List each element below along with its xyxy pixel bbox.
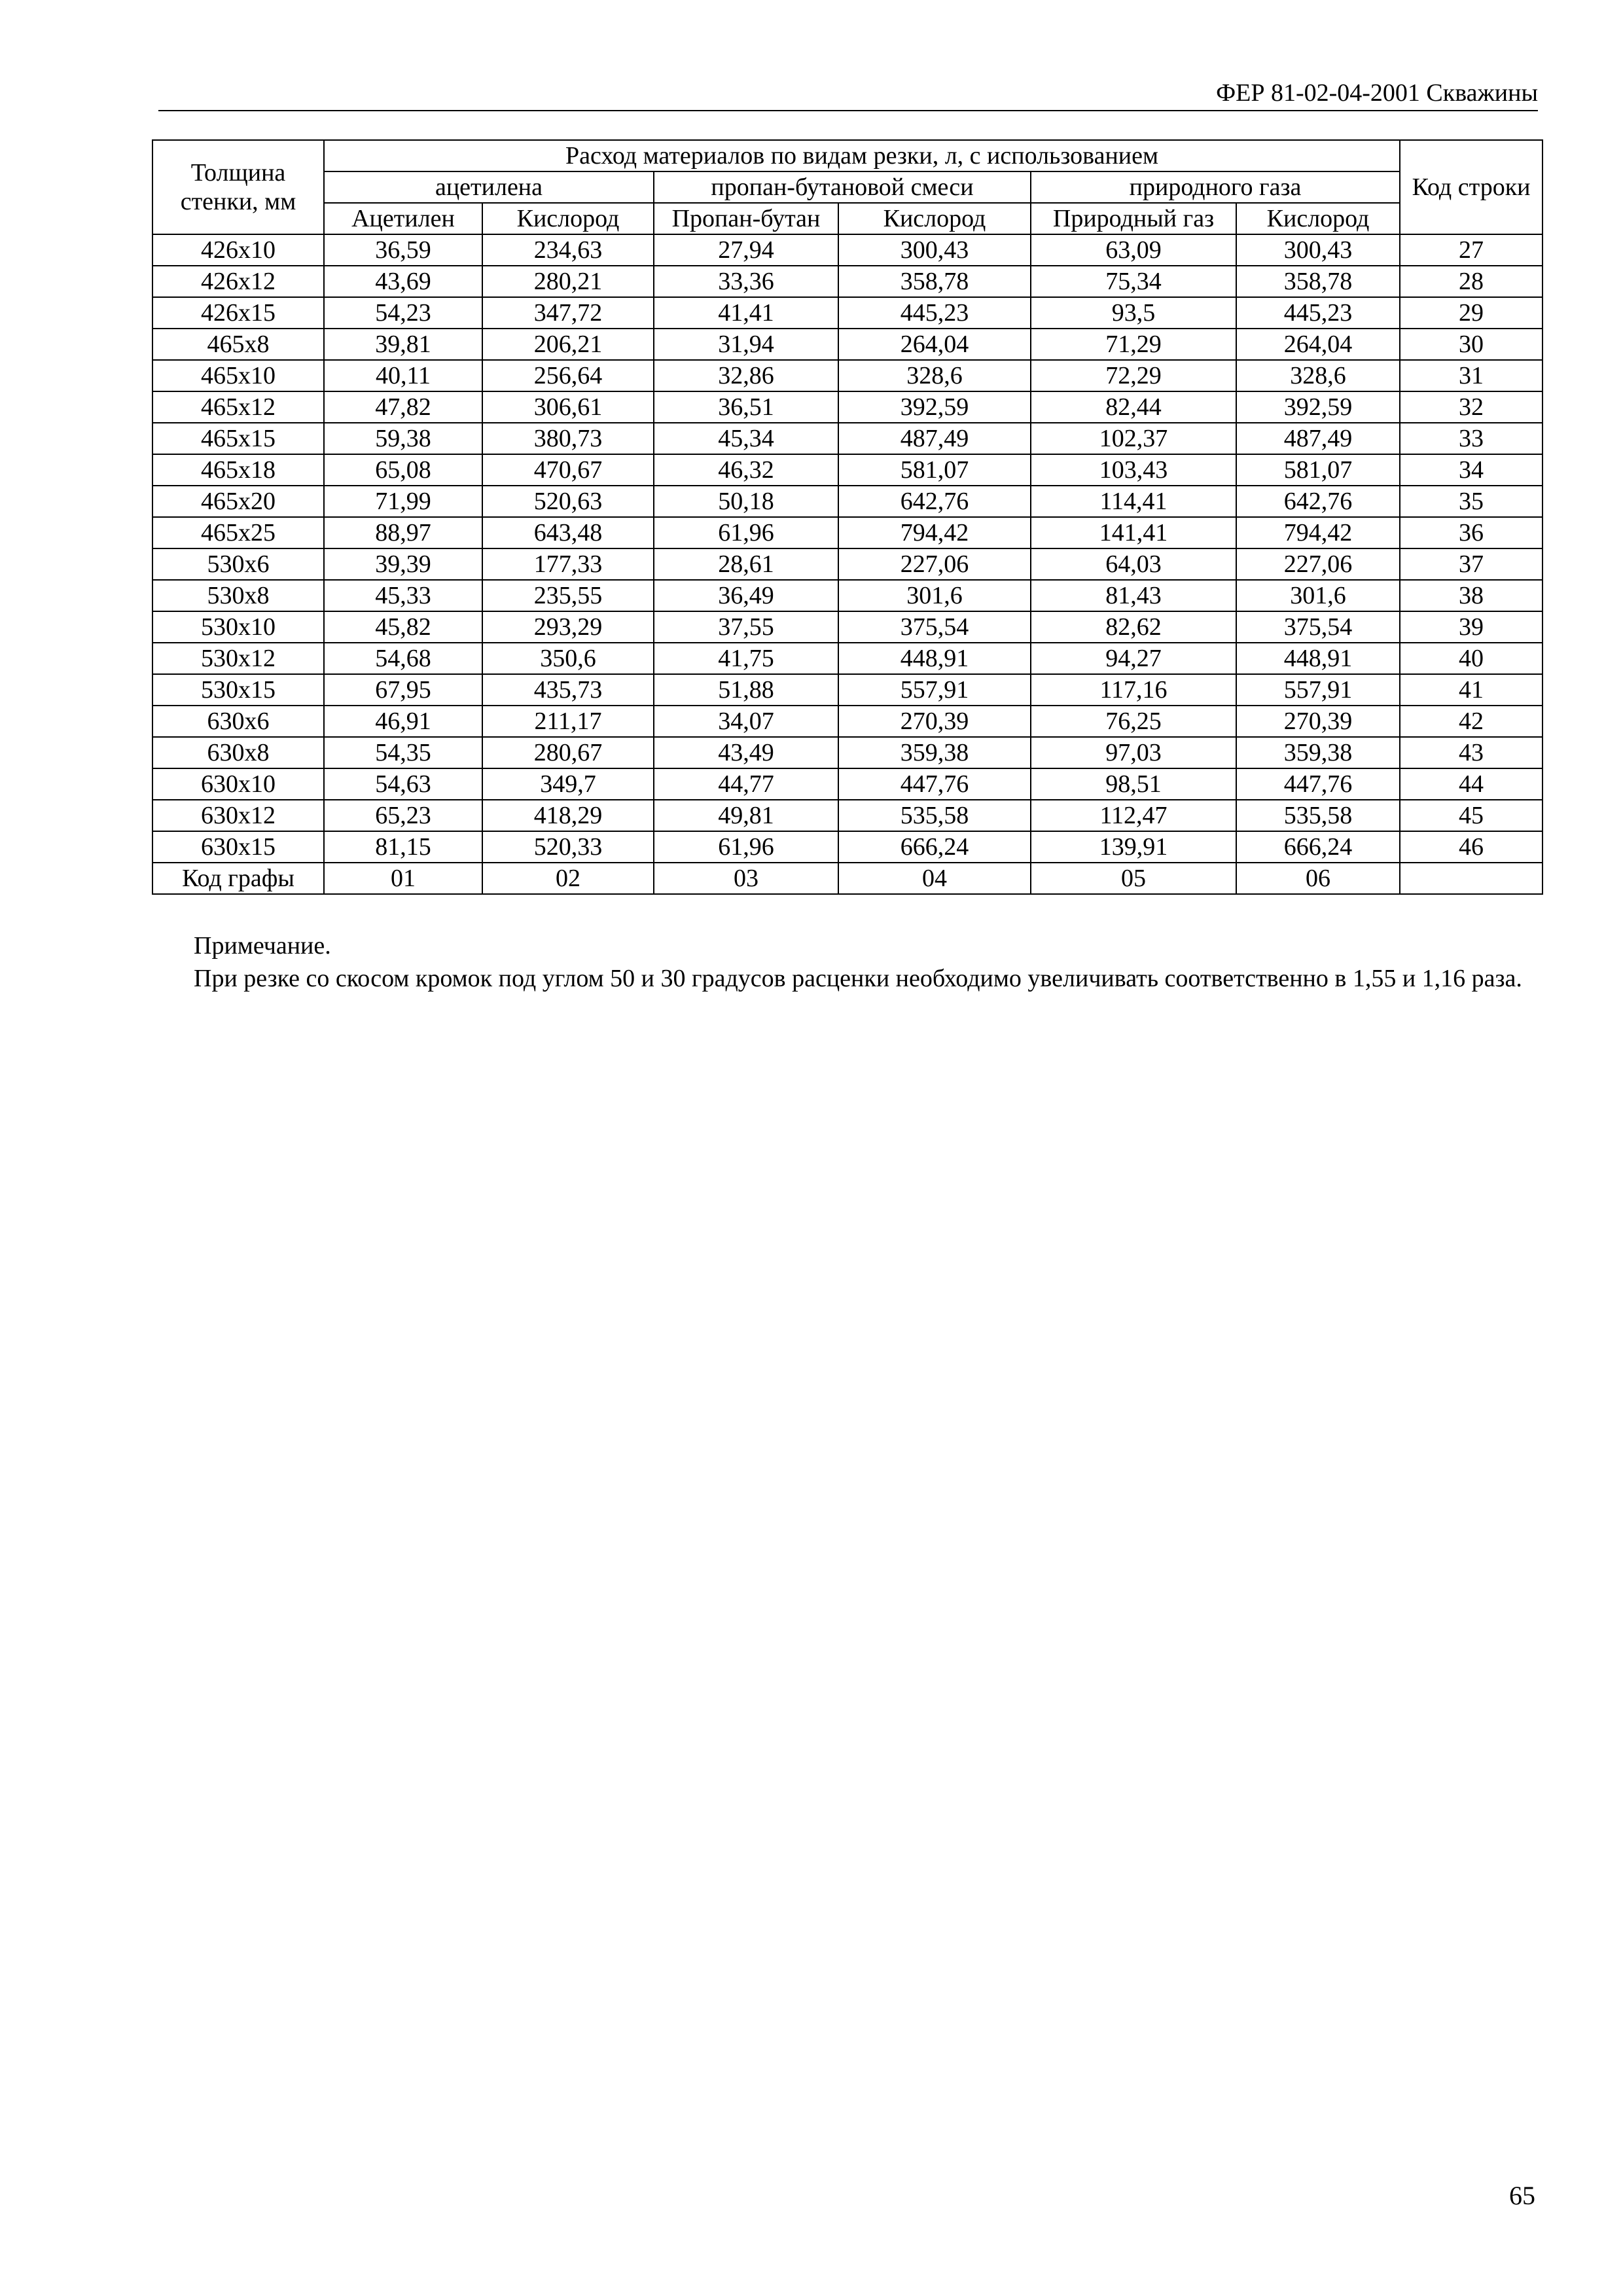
oxygen-cell: 301,6 — [1236, 580, 1400, 611]
row-code-cell: 29 — [1400, 297, 1543, 329]
oxygen-cell: 794,42 — [1236, 517, 1400, 548]
propane-butane-cell: 36,51 — [654, 391, 838, 423]
row-code-cell: 44 — [1400, 768, 1543, 800]
oxygen-cell: 300,43 — [838, 234, 1031, 266]
propane-butane-cell: 31,94 — [654, 329, 838, 360]
acetylene-cell: 65,08 — [324, 454, 482, 486]
header-row-code: Код строки — [1400, 140, 1543, 234]
header-propane-butane: Пропан-бутан — [654, 203, 838, 234]
propane-butane-cell: 32,86 — [654, 360, 838, 391]
oxygen-cell: 206,21 — [482, 329, 654, 360]
acetylene-cell: 71,99 — [324, 486, 482, 517]
acetylene-cell: 36,59 — [324, 234, 482, 266]
natural-gas-cell: 139,91 — [1031, 831, 1236, 863]
page-number: 65 — [1509, 2181, 1535, 2210]
table-row — [152, 517, 1543, 548]
thickness-cell: 465х25 — [152, 517, 324, 548]
oxygen-cell: 359,38 — [1236, 737, 1400, 768]
row-code-cell: 30 — [1400, 329, 1543, 360]
thickness-cell: 426х10 — [152, 234, 324, 266]
thickness-cell: 465х8 — [152, 329, 324, 360]
header-oxygen: Кислород — [482, 203, 654, 234]
oxygen-cell: 350,6 — [482, 643, 654, 674]
natural-gas-cell: 94,27 — [1031, 643, 1236, 674]
table-row — [152, 768, 1543, 800]
natural-gas-cell: 102,37 — [1031, 423, 1236, 454]
table-row — [152, 329, 1543, 360]
oxygen-cell: 256,64 — [482, 360, 654, 391]
table-row — [152, 548, 1543, 580]
oxygen-cell: 448,91 — [1236, 643, 1400, 674]
row-code-cell: 33 — [1400, 423, 1543, 454]
oxygen-cell: 349,7 — [482, 768, 654, 800]
row-code-cell: 37 — [1400, 548, 1543, 580]
oxygen-cell: 581,07 — [1236, 454, 1400, 486]
thickness-cell: 630х8 — [152, 737, 324, 768]
acetylene-cell: 54,63 — [324, 768, 482, 800]
natural-gas-cell: 117,16 — [1031, 674, 1236, 706]
natural-gas-cell: 82,62 — [1031, 611, 1236, 643]
acetylene-cell: 46,91 — [324, 706, 482, 737]
oxygen-cell: 535,58 — [1236, 800, 1400, 831]
oxygen-cell: 642,76 — [1236, 486, 1400, 517]
thickness-cell: 530х6 — [152, 548, 324, 580]
oxygen-cell: 293,29 — [482, 611, 654, 643]
natural-gas-cell: 75,34 — [1031, 266, 1236, 297]
table-head — [152, 140, 1543, 234]
row-code-cell: 42 — [1400, 706, 1543, 737]
oxygen-cell: 211,17 — [482, 706, 654, 737]
row-code-cell: 40 — [1400, 643, 1543, 674]
table-row — [152, 266, 1543, 297]
column-code-cell — [1400, 863, 1543, 894]
header-oxygen: Кислород — [1236, 203, 1400, 234]
table-row — [152, 831, 1543, 863]
oxygen-cell: 375,54 — [838, 611, 1031, 643]
thickness-cell: 465х12 — [152, 391, 324, 423]
acetylene-cell: 54,23 — [324, 297, 482, 329]
oxygen-cell: 227,06 — [838, 548, 1031, 580]
oxygen-cell: 227,06 — [1236, 548, 1400, 580]
thickness-cell: 465х15 — [152, 423, 324, 454]
propane-butane-cell: 43,49 — [654, 737, 838, 768]
oxygen-cell: 435,73 — [482, 674, 654, 706]
oxygen-cell: 520,63 — [482, 486, 654, 517]
row-code-cell: 41 — [1400, 674, 1543, 706]
table-row — [152, 800, 1543, 831]
table-row — [152, 580, 1543, 611]
note-label: Примечание. — [194, 932, 331, 960]
acetylene-cell: 88,97 — [324, 517, 482, 548]
row-code-cell: 31 — [1400, 360, 1543, 391]
oxygen-cell: 270,39 — [838, 706, 1031, 737]
natural-gas-cell: 93,5 — [1031, 297, 1236, 329]
oxygen-cell: 487,49 — [838, 423, 1031, 454]
propane-butane-cell: 33,36 — [654, 266, 838, 297]
propane-butane-cell: 34,07 — [654, 706, 838, 737]
thickness-cell: 426х15 — [152, 297, 324, 329]
column-code-row — [152, 863, 1543, 894]
thickness-cell: 465х10 — [152, 360, 324, 391]
natural-gas-cell: 97,03 — [1031, 737, 1236, 768]
page-header — [158, 76, 1538, 111]
acetylene-cell: 39,81 — [324, 329, 482, 360]
header-consumption-group: Расход материалов по видам резки, л, с использованием — [324, 140, 1400, 171]
oxygen-cell: 557,91 — [1236, 674, 1400, 706]
row-code-cell: 28 — [1400, 266, 1543, 297]
oxygen-cell: 643,48 — [482, 517, 654, 548]
natural-gas-cell: 114,41 — [1031, 486, 1236, 517]
oxygen-cell: 470,67 — [482, 454, 654, 486]
acetylene-cell: 43,69 — [324, 266, 482, 297]
header-acetylene-group: ацетилена — [324, 171, 654, 203]
oxygen-cell: 300,43 — [1236, 234, 1400, 266]
acetylene-cell: 39,39 — [324, 548, 482, 580]
document-title: ФЕР 81-02-04-2001 Скважины — [1216, 79, 1538, 107]
table-row — [152, 423, 1543, 454]
row-code-cell: 39 — [1400, 611, 1543, 643]
propane-butane-cell: 27,94 — [654, 234, 838, 266]
propane-butane-cell: 49,81 — [654, 800, 838, 831]
row-code-cell: 35 — [1400, 486, 1543, 517]
table-row — [152, 674, 1543, 706]
row-code-cell: 46 — [1400, 831, 1543, 863]
note-text: При резке со скосом кромок под углом 50 и 30 градусов расценки необходимо увеличивать соответственно в 1,55 и 1,16 раза. — [194, 965, 1522, 992]
oxygen-cell: 359,38 — [838, 737, 1031, 768]
thickness-cell: 465х18 — [152, 454, 324, 486]
natural-gas-cell: 76,25 — [1031, 706, 1236, 737]
natural-gas-cell: 82,44 — [1031, 391, 1236, 423]
oxygen-cell: 347,72 — [482, 297, 654, 329]
oxygen-cell: 445,23 — [1236, 297, 1400, 329]
thickness-cell: 530х8 — [152, 580, 324, 611]
propane-butane-cell: 36,49 — [654, 580, 838, 611]
oxygen-cell: 264,04 — [1236, 329, 1400, 360]
propane-butane-cell: 41,41 — [654, 297, 838, 329]
propane-butane-cell: 41,75 — [654, 643, 838, 674]
oxygen-cell: 301,6 — [838, 580, 1031, 611]
oxygen-cell: 447,76 — [838, 768, 1031, 800]
column-code-cell: 04 — [838, 863, 1031, 894]
oxygen-cell: 280,67 — [482, 737, 654, 768]
oxygen-cell: 666,24 — [1236, 831, 1400, 863]
header-natural-gas: Природный газ — [1031, 203, 1236, 234]
propane-butane-cell: 46,32 — [654, 454, 838, 486]
row-code-cell: 36 — [1400, 517, 1543, 548]
oxygen-cell: 380,73 — [482, 423, 654, 454]
oxygen-cell: 448,91 — [838, 643, 1031, 674]
oxygen-cell: 375,54 — [1236, 611, 1400, 643]
thickness-cell: 530х10 — [152, 611, 324, 643]
column-code-cell: 06 — [1236, 863, 1400, 894]
thickness-cell: 630х6 — [152, 706, 324, 737]
natural-gas-cell: 98,51 — [1031, 768, 1236, 800]
oxygen-cell: 328,6 — [1236, 360, 1400, 391]
acetylene-cell: 67,95 — [324, 674, 482, 706]
table-note — [157, 929, 1539, 995]
header-oxygen: Кислород — [838, 203, 1031, 234]
oxygen-cell: 264,04 — [838, 329, 1031, 360]
thickness-cell: 630х10 — [152, 768, 324, 800]
table-row — [152, 737, 1543, 768]
propane-butane-cell: 28,61 — [654, 548, 838, 580]
oxygen-cell: 642,76 — [838, 486, 1031, 517]
oxygen-cell: 280,21 — [482, 266, 654, 297]
thickness-cell: 630х15 — [152, 831, 324, 863]
table-row — [152, 234, 1543, 266]
acetylene-cell: 65,23 — [324, 800, 482, 831]
oxygen-cell: 392,59 — [838, 391, 1031, 423]
oxygen-cell: 581,07 — [838, 454, 1031, 486]
acetylene-cell: 81,15 — [324, 831, 482, 863]
acetylene-cell: 47,82 — [324, 391, 482, 423]
propane-butane-cell: 45,34 — [654, 423, 838, 454]
acetylene-cell: 45,82 — [324, 611, 482, 643]
row-code-cell: 32 — [1400, 391, 1543, 423]
header-thickness: Толщина стенки, мм — [152, 140, 324, 234]
row-code-cell: 34 — [1400, 454, 1543, 486]
table-row — [152, 643, 1543, 674]
acetylene-cell: 45,33 — [324, 580, 482, 611]
natural-gas-cell: 71,29 — [1031, 329, 1236, 360]
oxygen-cell: 520,33 — [482, 831, 654, 863]
oxygen-cell: 306,61 — [482, 391, 654, 423]
oxygen-cell: 177,33 — [482, 548, 654, 580]
row-code-cell: 38 — [1400, 580, 1543, 611]
oxygen-cell: 447,76 — [1236, 768, 1400, 800]
natural-gas-cell: 103,43 — [1031, 454, 1236, 486]
thickness-cell: 630х12 — [152, 800, 324, 831]
oxygen-cell: 535,58 — [838, 800, 1031, 831]
propane-butane-cell: 61,96 — [654, 831, 838, 863]
table-row — [152, 297, 1543, 329]
table-footer — [152, 863, 1543, 894]
acetylene-cell: 54,35 — [324, 737, 482, 768]
natural-gas-cell: 63,09 — [1031, 234, 1236, 266]
table-row — [152, 706, 1543, 737]
acetylene-cell: 59,38 — [324, 423, 482, 454]
natural-gas-cell: 64,03 — [1031, 548, 1236, 580]
row-code-cell: 45 — [1400, 800, 1543, 831]
propane-butane-cell: 51,88 — [654, 674, 838, 706]
row-code-cell: 27 — [1400, 234, 1543, 266]
materials-consumption-table — [152, 139, 1543, 895]
propane-butane-cell: 44,77 — [654, 768, 838, 800]
thickness-cell: 530х12 — [152, 643, 324, 674]
table-row — [152, 391, 1543, 423]
natural-gas-cell: 81,43 — [1031, 580, 1236, 611]
column-code-cell: 05 — [1031, 863, 1236, 894]
oxygen-cell: 392,59 — [1236, 391, 1400, 423]
oxygen-cell: 328,6 — [838, 360, 1031, 391]
natural-gas-cell: 112,47 — [1031, 800, 1236, 831]
oxygen-cell: 235,55 — [482, 580, 654, 611]
oxygen-cell: 487,49 — [1236, 423, 1400, 454]
table-body — [152, 234, 1543, 863]
propane-butane-cell: 37,55 — [654, 611, 838, 643]
table-row — [152, 454, 1543, 486]
natural-gas-cell: 72,29 — [1031, 360, 1236, 391]
acetylene-cell: 40,11 — [324, 360, 482, 391]
oxygen-cell: 445,23 — [838, 297, 1031, 329]
column-code-cell: 02 — [482, 863, 654, 894]
oxygen-cell: 234,63 — [482, 234, 654, 266]
thickness-cell: 426х12 — [152, 266, 324, 297]
thickness-cell: 465х20 — [152, 486, 324, 517]
header-natural-gas-group: природного газа — [1031, 171, 1400, 203]
table-row — [152, 360, 1543, 391]
table-row — [152, 486, 1543, 517]
natural-gas-cell: 141,41 — [1031, 517, 1236, 548]
oxygen-cell: 794,42 — [838, 517, 1031, 548]
acetylene-cell: 54,68 — [324, 643, 482, 674]
column-code-cell: 01 — [324, 863, 482, 894]
propane-butane-cell: 50,18 — [654, 486, 838, 517]
oxygen-cell: 358,78 — [1236, 266, 1400, 297]
oxygen-cell: 666,24 — [838, 831, 1031, 863]
oxygen-cell: 270,39 — [1236, 706, 1400, 737]
header-propane-group: пропан-бутановой смеси — [654, 171, 1031, 203]
row-code-cell: 43 — [1400, 737, 1543, 768]
column-code-cell: 03 — [654, 863, 838, 894]
column-code-label: Код графы — [152, 863, 324, 894]
oxygen-cell: 557,91 — [838, 674, 1031, 706]
header-acetylene: Ацетилен — [324, 203, 482, 234]
thickness-cell: 530х15 — [152, 674, 324, 706]
table-row — [152, 611, 1543, 643]
oxygen-cell: 358,78 — [838, 266, 1031, 297]
oxygen-cell: 418,29 — [482, 800, 654, 831]
propane-butane-cell: 61,96 — [654, 517, 838, 548]
